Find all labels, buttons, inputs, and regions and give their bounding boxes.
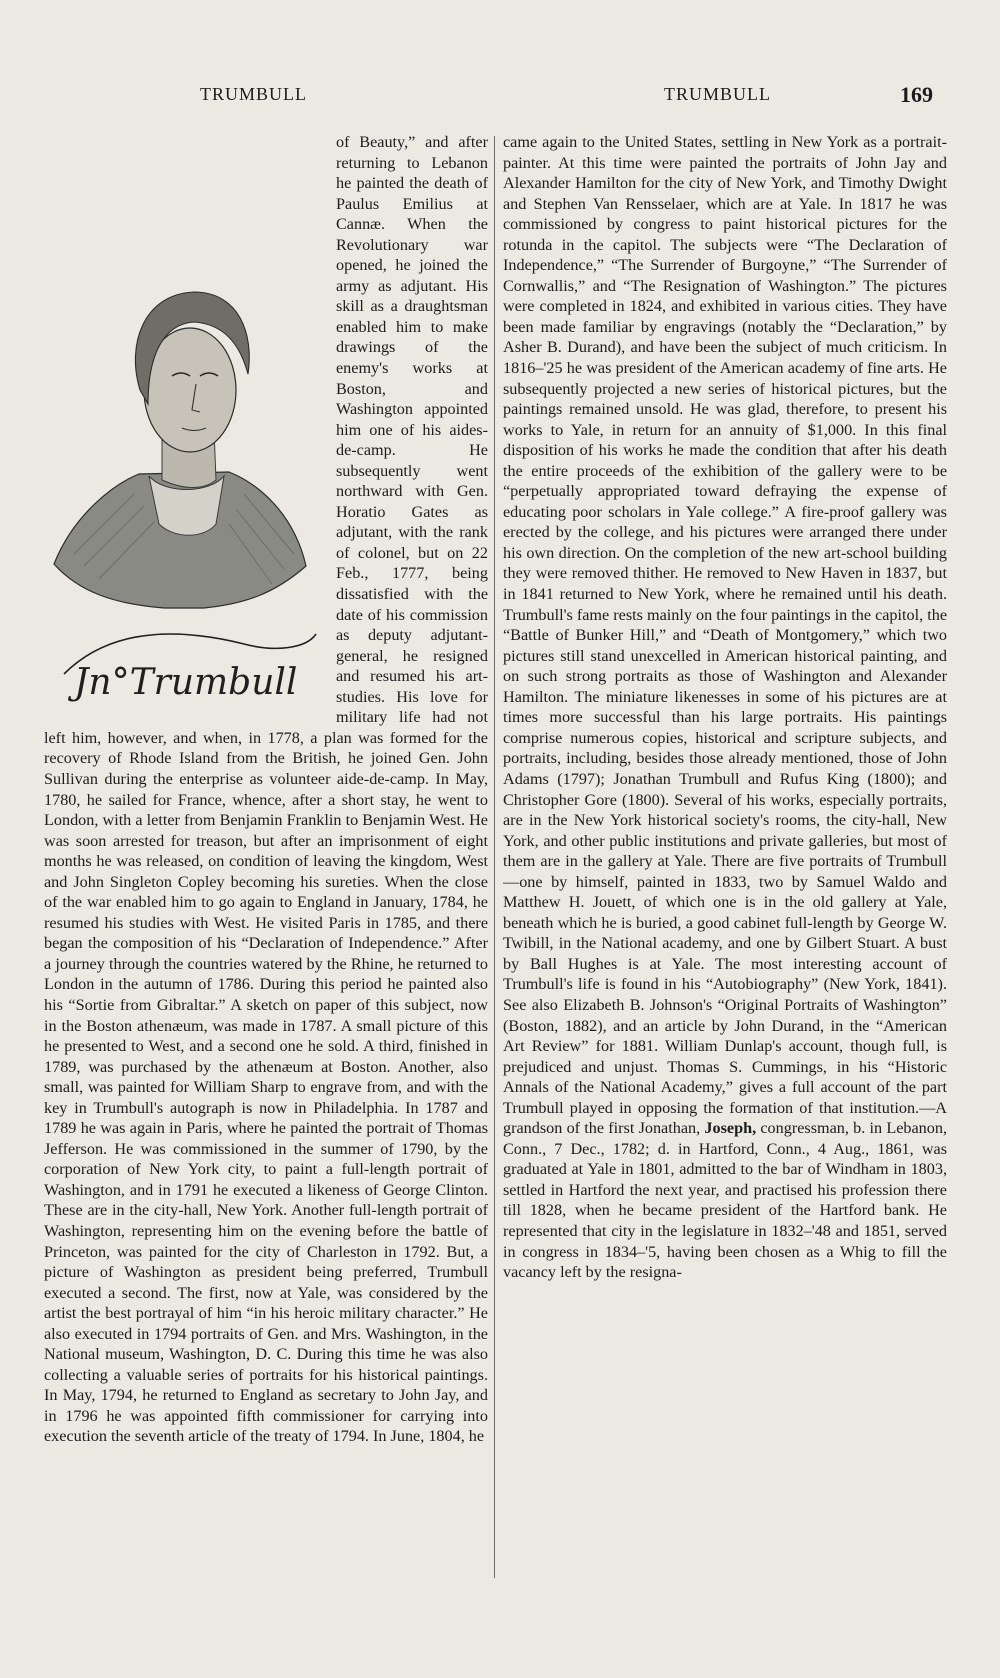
running-head-left: TRUMBULL [200, 84, 307, 104]
running-head-right: TRUMBULL [664, 84, 771, 104]
right-column [503, 132, 947, 1582]
right-column-paragraph [503, 132, 947, 1283]
running-head [0, 84, 1000, 114]
entry-name-joseph: Joseph, [704, 1119, 757, 1138]
left-column [44, 132, 488, 1582]
page-number: 169 [900, 82, 933, 107]
signature-text: Jn°Trumbull [74, 662, 298, 703]
left-column-text: of Beauty,” and after returning to Lebanon he painted the death of Paulus Emilius at Cannæ. When the Revolutionary war opened, he joined the army as adjutant. His skill as a draughtsman enabled him to make drawings of the enemy's works at Boston, and Washington appointed him one of his aides-de-camp. He subsequently went northward with Gen. Horatio Gates as adjutant, with the rank of colonel, but on 22 Feb., 1777, being dissatisfied with the date of his commission as deputy adjutant-general, he resigned and resumed his art-studies. His love for military life had not left him, however, and when, in 1778, a plan was formed for the recovery of Rhode Island from the British, he joined Gen. John Sullivan during the enterprise as volunteer aide-de-camp. In May, 1780, he sailed for France, whence, after a short stay, he went to London, with a letter from Benjamin Franklin to Benjamin West. He was soon arrested for treason, but after an imprisonment of eight months he was released, on condition of leaving the kingdom, West and John Singleton Copley becoming his sureties. When the close of the war enabled him to go again to England in January, 1784, he resumed his studies with West. He visited Paris in 1785, and there began the composition of his “Declaration of Independence.” After a journey through the countries watered by the Rhine, he returned to London in the autumn of 1786. During this period he painted also his “Sortie from Gibraltar.” A sketch on paper of this subject, now in the Boston athenæum, was made in 1787. A small picture of this he presented to West, and a second one he sold. A third, finished in 1789, was purchased by the athenæum at Boston. Another, also small, was painted for William Sharp to engrave from, and with the key in Trumbull's autograph is now in Philadelphia. In 1787 and 1789 he was again in Paris, where he painted the portrait of Thomas Jefferson. He was commissioned in the summer of 1790, by the corporation of New York city, to paint a full-length portrait of Washington, and in 1791 he executed a likeness of George Clinton. These are in the city-hall, New York. Another full-length portrait of Washington, representing him on the evening before the battle of Princeton, was painted for the city of Charleston in 1792. But, a picture of Washington as president being preferred, Trumbull executed a second. The first, now at Yale, was considered by the artist the best portrayal of him “in his heroic military character.” He also executed in 1794 portraits of Gen. and Mrs. Washington, in the National museum, Washington, D. C. During this time he was also collecting a valuable series of portraits for his historical paintings. In May, 1794, he returned to England as secretary to John Jay, and in 1796 he was appointed fifth commissioner for carrying into execution the seventh article of the treaty of 1794. In June, 1804, he [44, 133, 488, 1446]
column-divider [494, 136, 495, 1578]
portrait-illustration [44, 194, 326, 712]
right-column-text-1: came again to the United States, settling in New York as a portrait-painter. At this time were painted the portraits of John Jay and Alexander Hamilton for the city of New York, and Timothy Dwight and Stephen Van Rensselaer, which are at Yale. In 1817 he was commissioned by congress to paint historical pictures for the rotunda in the capitol. The subjects were “The Declaration of Independence,” “The Surrender of Burgoyne,” “The Surrender of Cornwallis,” and “The Resignation of Washington.” The pictures were completed in 1824, and exhibited in various cities. They have been made familiar by engravings (notably the “Declaration,” by Asher B. Durand), and have been the subject of much criticism. In 1816–'25 he was president of the American academy of fine arts. He subsequently projected a new series of historical pictures, but the paintings remained unsold. He was glad, therefore, to present his works to Yale, in return for an annuity of $1,000. In this final disposition of his works he made the condition that after his death the entire proceeds of the exhibition of the gallery were to be “perpetually appropriated toward defraying the expense of educating poor scholars in Yale college.” A fire-proof gallery was erected by the college, and his pictures were arranged there under his own direction. On the completion of the new art-school building they were removed thither. He removed to New Haven in 1837, but in 1841 returned to New York, where he remained until his death. Trumbull's fame rests mainly on the four paintings in the capitol, the “Battle of Bunker Hill,” and “Death of Montgomery,” which two pictures still stand unexcelled in American historical painting, and on such strong portraits as those of Washington and Alexander Hamilton. The miniature likenesses in some of his pictures are at times more successful than his large portraits. His paintings comprise numerous copies, historical and scripture subjects, and portraits, including, besides those already mentioned, those of John Adams (1797); Jonathan Trumbull and Rufus King (1800); and Christopher Gore (1800). Several of his works, especially portraits, are in the New York historical society's rooms, the city-hall, New York, and other public institutions and private galleries, but most of them are in the gallery at Yale. There are five portraits of Trumbull—one by himself, painted in 1833, two by Samuel Waldo and Matthew H. Jouett, of which one is in the old gallery at Yale, beneath which he is buried, a good cabinet full-length by George W. Twibill, in the National academy, and one by Gilbert Stuart. A bust by Ball Hughes is at Yale. The most interesting account of Trumbull's life is found in his “Autobiography” (New York, 1841). See also Elizabeth B. Johnson's “Original Portraits of Washington” (Boston, 1882), and an article by John Durand, in the “American Art Review” for 1881. William Dunlap's account, though full, is prejudiced and unjust. Thomas S. Cummings, in his “Historic Annals of the National Academy,” gives a full account of the part Trumbull played in opposing the formation of that institution.—A grandson of the first Jonathan, [503, 133, 947, 1138]
right-column-text-2: congressman, b. in Lebanon, Conn., 7 Dec., 1782; d. in Hartford, Conn., 4 Aug., 1861, was graduated at Yale in 1801, admitted to the bar of Windham in 1803, settled in Hartford the next year, and practised his profession there till 1828, when he became president of the Hartford bank. He represented that city in the legislature in 1832–'48 and 1851, served in congress in 1834–'5, having been chosen as a Whig to fill the vacancy left by the resigna- [503, 1119, 947, 1282]
portrait-engraving [44, 194, 326, 712]
